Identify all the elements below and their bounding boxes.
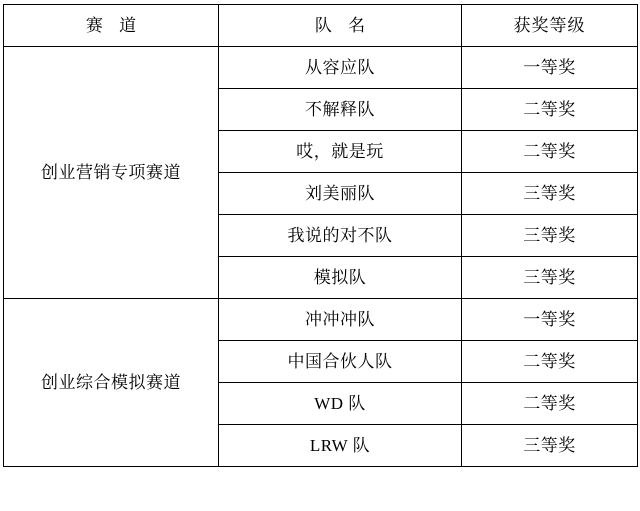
table-header-row	[4, 5, 638, 47]
prize-cell: 一等奖	[462, 299, 638, 341]
team-cell: 哎，就是玩	[219, 131, 462, 173]
column-header-track: 赛 道	[4, 5, 219, 47]
table-row	[4, 47, 638, 89]
table-header	[4, 5, 638, 47]
column-header-team: 队 名	[219, 5, 462, 47]
team-cell: 从容应队	[219, 47, 462, 89]
team-cell: 我说的对不队	[219, 215, 462, 257]
team-cell: 模拟队	[219, 257, 462, 299]
prize-cell: 三等奖	[462, 215, 638, 257]
prize-cell: 三等奖	[462, 173, 638, 215]
prize-cell: 三等奖	[462, 257, 638, 299]
prize-cell: 三等奖	[462, 425, 638, 467]
track-cell-comprehensive: 创业综合模拟赛道	[4, 299, 219, 467]
prize-cell: 二等奖	[462, 383, 638, 425]
prize-cell: 二等奖	[462, 131, 638, 173]
team-cell: 冲冲冲队	[219, 299, 462, 341]
team-cell: LRW 队	[219, 425, 462, 467]
team-cell: 刘美丽队	[219, 173, 462, 215]
track-cell-marketing: 创业营销专项赛道	[4, 47, 219, 299]
prize-cell: 二等奖	[462, 341, 638, 383]
team-cell: WD 队	[219, 383, 462, 425]
prize-cell: 一等奖	[462, 47, 638, 89]
team-cell: 中国合伙人队	[219, 341, 462, 383]
award-results-table	[3, 4, 638, 467]
column-header-prize: 获奖等级	[462, 5, 638, 47]
table-body	[4, 47, 638, 467]
team-cell: 不解释队	[219, 89, 462, 131]
table-row	[4, 299, 638, 341]
prize-cell: 二等奖	[462, 89, 638, 131]
